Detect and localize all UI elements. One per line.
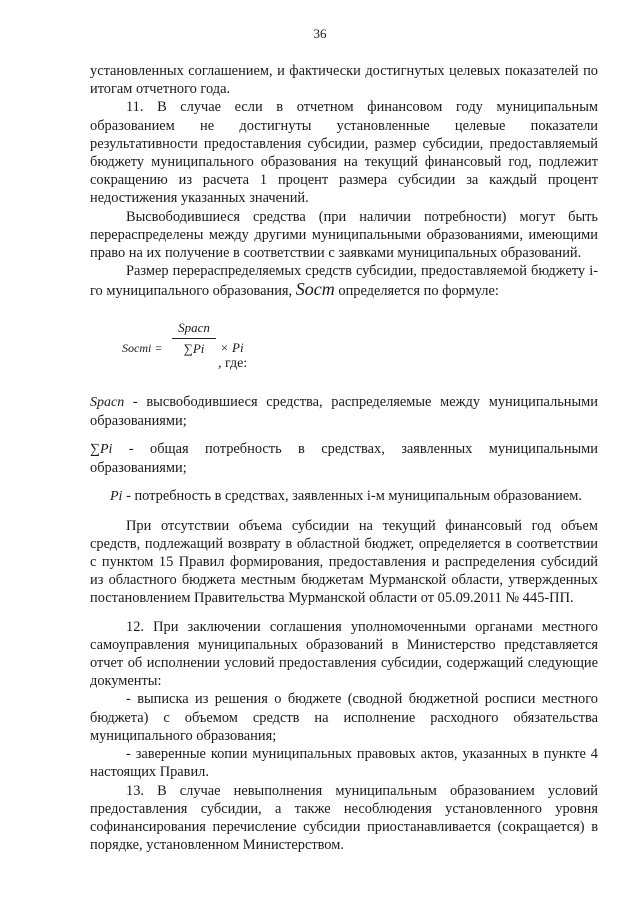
formula-fraction	[172, 319, 216, 358]
definition-symbol: Sрасп	[90, 394, 125, 410]
paragraph-redistribution-size	[90, 262, 598, 300]
formula-denominator: ∑Pi	[183, 340, 205, 356]
redistribution-tail: определяется по формуле:	[338, 283, 499, 300]
paragraph-no-subsidy: При отсутствии объема субсидии на текущий финансовый год объем средств, подлежащий возврату в областной бюджет, определяется в соответствии с пунктом 15 Правил формирования, предоставления и распределения субсидий из областного бюджета местным бюджетам Мурманской области, утвержденных постановлением Правительства Мурманской области от 05.09.2011 № 445-ПП.	[90, 517, 598, 607]
definition-text: - высвободившиеся средства, распределяемые между муниципальными образованиями;	[90, 393, 598, 429]
s-ost-symbol: Sост	[295, 279, 335, 300]
formula-where: , где:	[218, 355, 248, 371]
redistribution-text: Размер перераспределяемых средств субсидии, предоставляемой бюджету i-го муниципального образования,	[90, 263, 598, 300]
paragraph-11: 11. В случае если в отчетном финансовом году муниципальным образованием не достигнуты установленные целевые показатели результативности предоставления субсидии, размер субсидии, предоставляемый бюджету муниципального образования на текущий финансовый год, подлежит сокращению из расчета 1 процент размера субсидии за каждый процент недостижения указанных значений.	[90, 99, 598, 207]
paragraph-certified-copies: - заверенные копии муниципальных правовых актов, указанных в пункте 4 настоящих Правил.	[90, 746, 598, 781]
paragraph-continuation: установленных соглашением, и фактически достигнутых целевых показателей по итогам отчетного года.	[90, 63, 598, 98]
page-number: 36	[313, 26, 327, 41]
formula-numerator: Sрасп	[178, 319, 210, 335]
definition-symbol: ∑Pi	[90, 442, 113, 458]
fraction-bar	[172, 338, 216, 339]
definition-text: - потребность в средствах, заявленных i-м муниципальным образованием.	[126, 488, 582, 505]
paragraph-released-funds: Высвободившиеся средства (при наличии потребности) могут быть перераспределены между другими муниципальными образованиями, имеющими право на их получение в соответствии с заявками муниципальных образований.	[90, 208, 598, 262]
paragraph-budget-extract: - выписка из решения о бюджете (сводной бюджетной росписи местного бюджета) с объемом средств на исполнение расходного обязательства муниципального образования;	[90, 691, 598, 744]
formula-block	[122, 317, 598, 379]
definition-sum-pi	[90, 440, 598, 477]
paragraph-13: 13. В случае невыполнения муниципальным образованием условий предоставления субсидии, а также несоблюдения установленного уровня софинансирования перечисление субсидии приостанавливается (сокращается) в порядке, установленном Министерством.	[90, 782, 598, 854]
formula-lhs: Sостi =	[122, 340, 163, 355]
definition-s-rasp	[90, 393, 598, 430]
definition-pi	[90, 487, 598, 506]
definition-symbol: Pi	[110, 489, 123, 505]
formula-times-pi: × Pi	[220, 339, 244, 355]
paragraph-12: 12. При заключении соглашения уполномоченными органами местного самоуправления муниципальных образований в Министерство представляется отчет об исполнении условий предоставления субсидии, содержащий следующие документы:	[90, 618, 598, 690]
document-body	[90, 62, 598, 854]
definition-text: - общая потребность в средствах, заявленных муниципальными образованиями;	[90, 441, 598, 477]
